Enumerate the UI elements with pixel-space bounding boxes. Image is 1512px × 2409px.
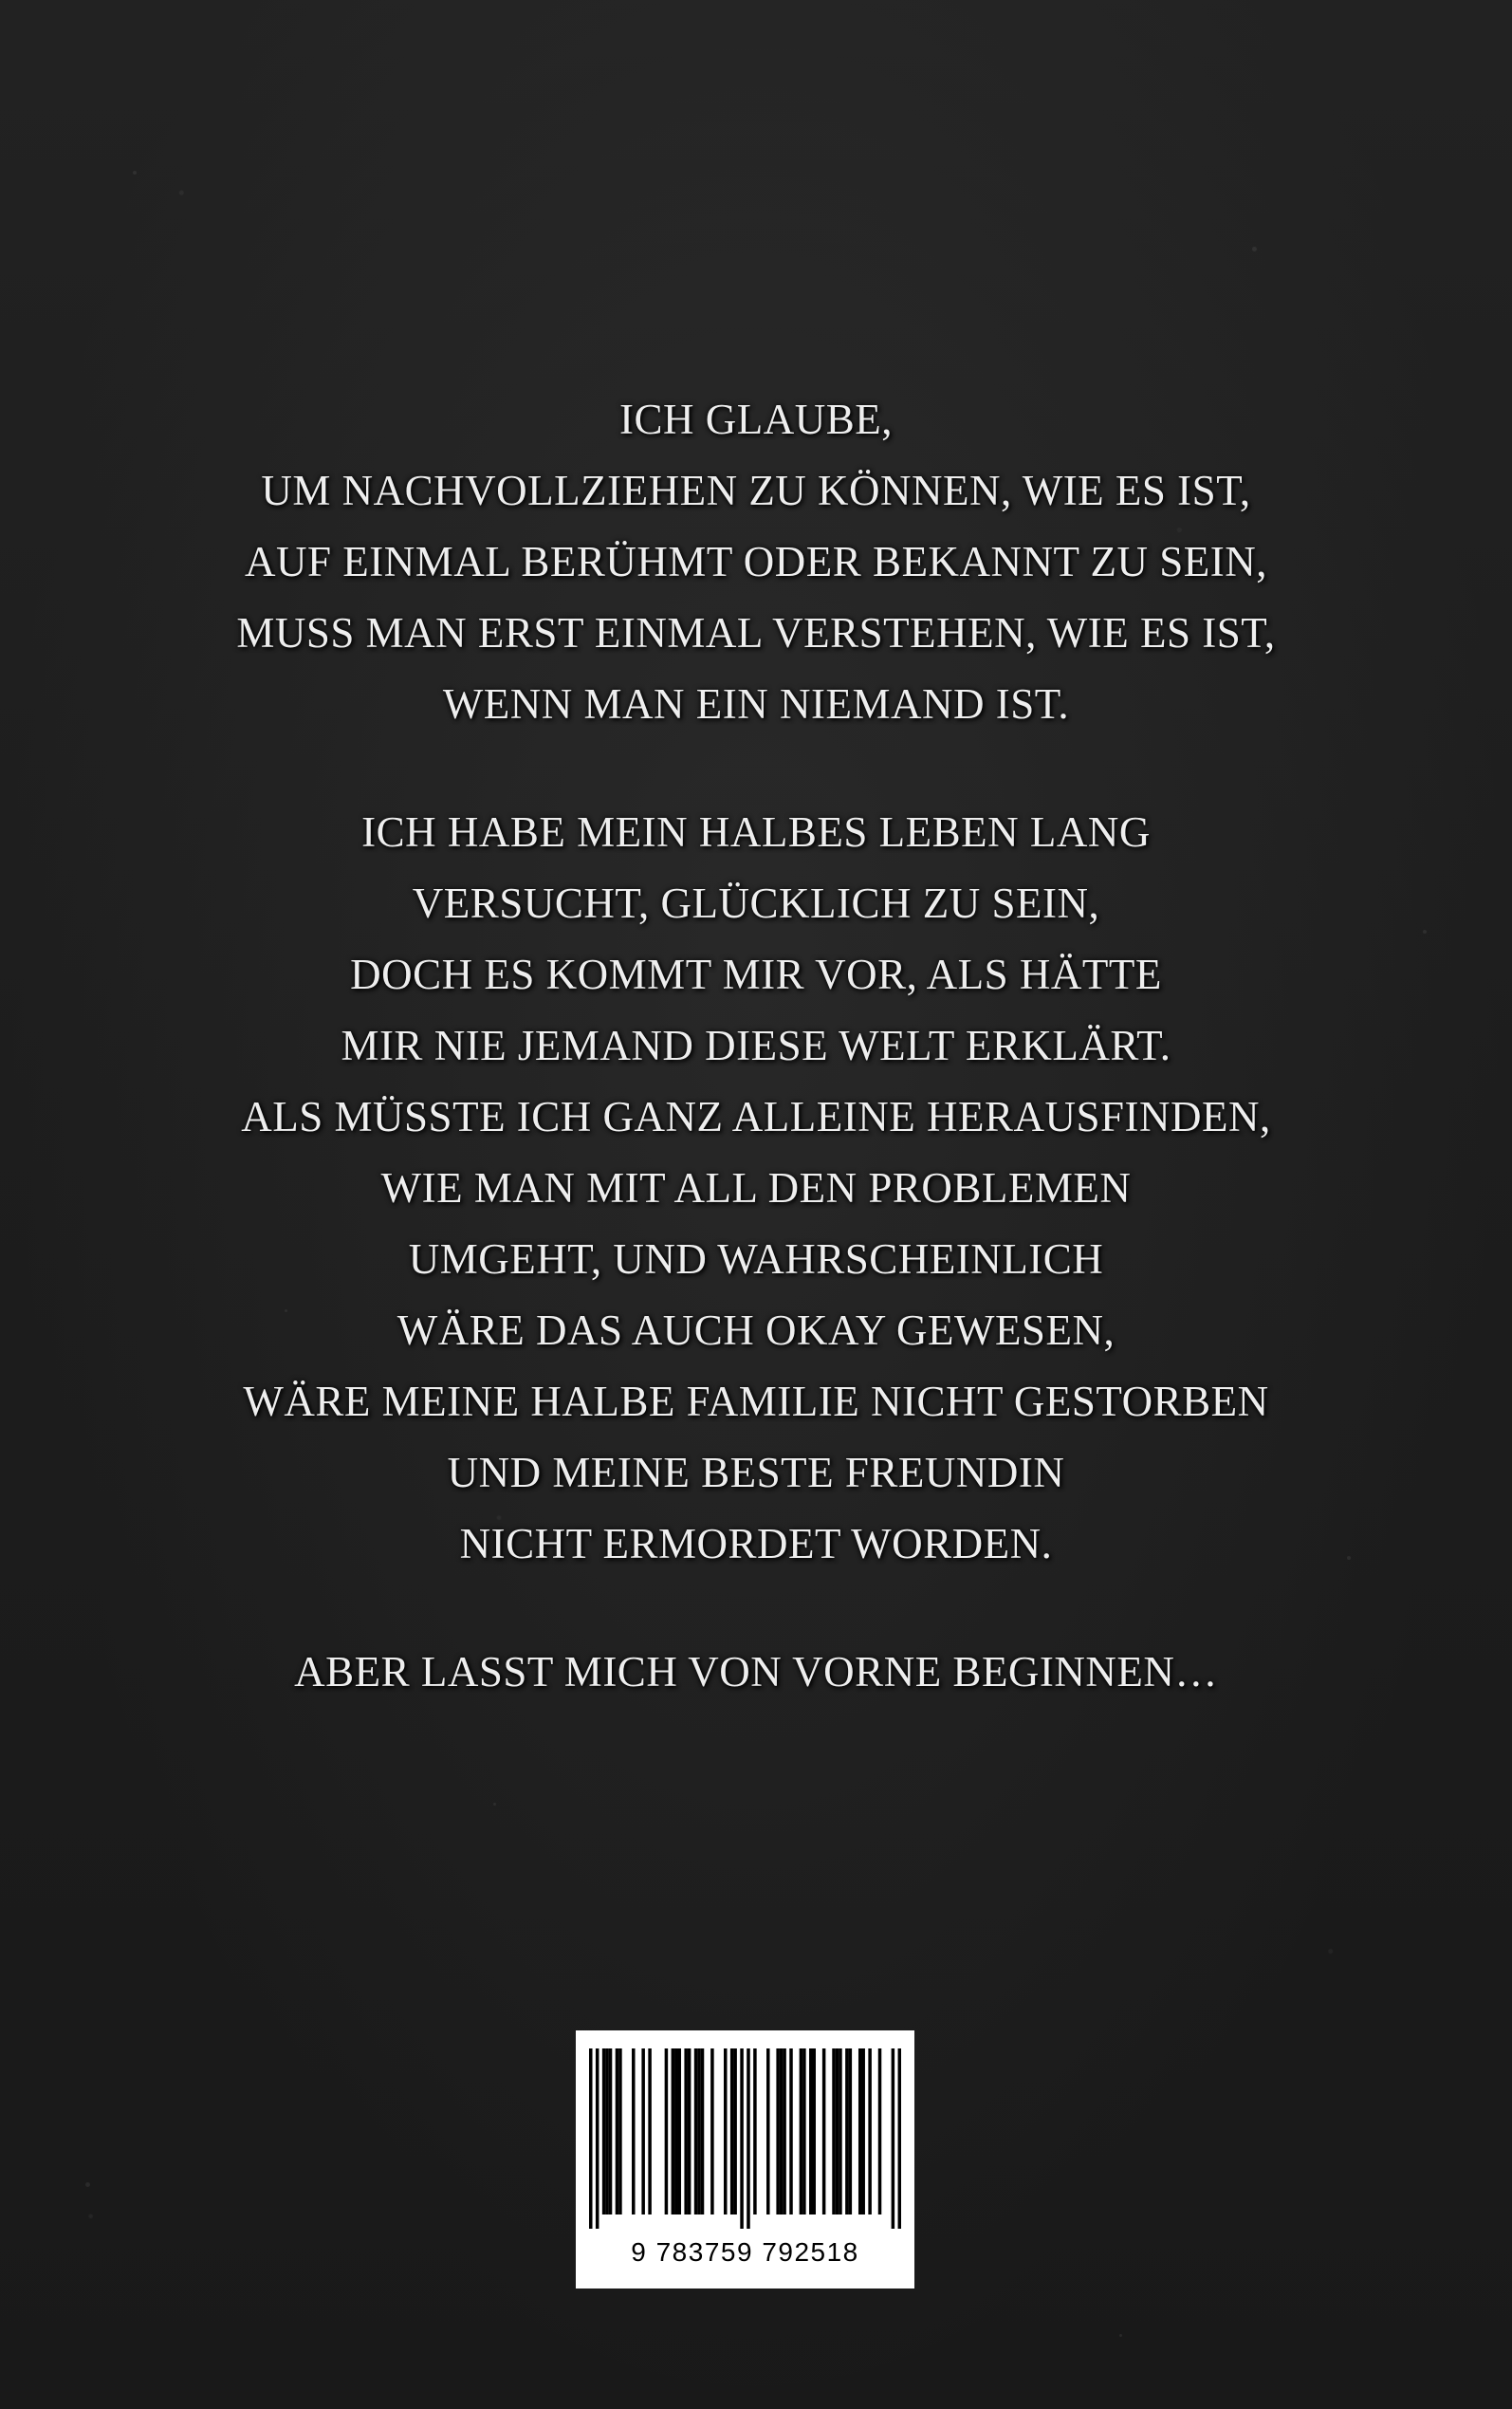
barcode-bar [878,2048,882,2214]
blurb-line: DOCH ES KOMMT MIR VOR, ALS HÄTTE [350,951,1162,998]
barcode-bar [783,2048,786,2214]
barcode-bar [776,2048,780,2214]
barcode-bar [672,2048,675,2214]
barcode-bar [641,2048,645,2214]
blurb-paragraph-3 [0,1637,1512,1708]
barcode-bar [678,2048,682,2214]
barcode-bar [618,2048,622,2214]
barcode-bar [665,2048,669,2214]
barcode-bar [839,2048,842,2214]
barcode-bars [589,2048,901,2238]
blurb-paragraph-1 [0,384,1512,740]
barcode-bar [701,2048,705,2214]
blurb-line: ICH GLAUBE, [619,396,893,443]
blurb-line: AUF EINMAL BERÜHMT ODER BEKANNT ZU SEIN, [245,538,1267,585]
barcode-bar [616,2048,619,2214]
blurb-line: ALS MÜSSTE ICH GANZ ALLEINE HERAUSFINDEN, [241,1093,1271,1140]
texture-speck [85,2182,90,2187]
barcode-bar [688,2048,691,2214]
barcode-bar [836,2048,839,2214]
blurb-line: WÄRE MEINE HALBE FAMILIE NICHT GESTORBEN [243,1378,1269,1425]
blurb-line: NICHT ERMORDET WORDEN. [459,1520,1053,1567]
texture-speck [133,171,137,175]
barcode-bar [648,2048,652,2214]
blurb-line: MUSS MAN ERST EINMAL VERSTEHEN, WIE ES IST, [236,609,1276,657]
barcode-bar [832,2048,836,2214]
blurb-line: UM NACHVOLLZIEHEN ZU KÖNNEN, WIE ES IST, [261,467,1251,514]
barcode-bar [733,2048,737,2214]
blurb-line: WÄRE DAS AUCH OKAY GEWESEN, [396,1306,1116,1354]
barcode-bar [605,2048,609,2214]
blurb-line: ABER LASST MICH VON VORNE BEGINNEN… [294,1648,1218,1696]
isbn-barcode [576,2030,914,2289]
barcode-bar [812,2048,816,2214]
barcode-bar [674,2048,678,2214]
barcode-bar [849,2048,853,2214]
barcode-bar [892,2048,895,2229]
barcode-bar [724,2048,728,2214]
blurb-line: UND MEINE BESTE FREUNDIN [447,1449,1065,1496]
barcode-bar [602,2048,606,2214]
blurb-line: MIR NIE JEMAND DIESE WELT ERKLÄRT. [341,1022,1171,1069]
barcode-bar [694,2048,698,2214]
barcode-bar [710,2048,714,2214]
barcode-bar [802,2048,806,2214]
texture-speck [1119,2334,1122,2337]
barcode-bar [740,2048,744,2229]
barcode-bar [609,2048,613,2214]
barcode-bar [596,2048,599,2229]
barcode-bar [766,2048,770,2214]
barcode-bar [858,2048,862,2214]
barcode-bar [800,2048,803,2214]
texture-speck [1252,247,1257,251]
barcode-bar [898,2048,901,2229]
barcode-bar [589,2048,593,2229]
barcode-bar [868,2048,872,2214]
blurb-line: ICH HABE MEIN HALBES LEBEN LANG [361,808,1151,856]
blurb-line: WIE MAN MIT ALL DEN PROBLEMEN [380,1164,1132,1212]
barcode-bar [780,2048,784,2214]
blurb-paragraph-2 [0,797,1512,1580]
barcode-bar [684,2048,688,2214]
barcode-bar [861,2048,865,2214]
barcode-bar [753,2048,757,2214]
isbn-number: 9 783759 792518 [631,2237,859,2267]
barcode-bar [845,2048,849,2214]
barcode-bar [822,2048,826,2214]
barcode-bar [632,2048,636,2214]
texture-speck [493,1803,496,1806]
blurb-line: VERSUCHT, GLÜCKLICH ZU SEIN, [412,880,1100,927]
blurb-line: UMGEHT, UND WAHRSCHEINLICH [408,1235,1104,1283]
barcode-bar [809,2048,813,2214]
barcode-bar [789,2048,793,2214]
barcode-bar [697,2048,701,2214]
barcode-bar [747,2048,750,2229]
blurb-line: WENN MAN EIN NIEMAND IST. [442,680,1070,728]
back-cover-blurb [0,384,1512,1765]
barcode-bar [730,2048,734,2214]
